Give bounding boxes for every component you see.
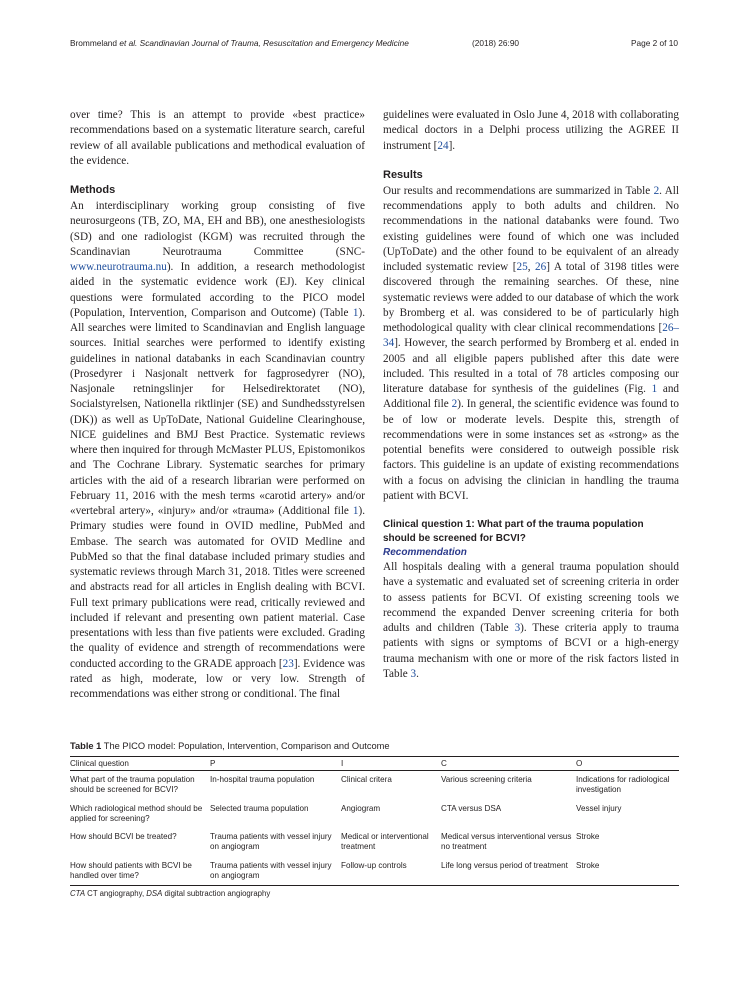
- table-row: [70, 800, 679, 829]
- footnote-abbreviation: CTA: [70, 889, 86, 899]
- results-paragraph: [383, 184, 679, 504]
- citation-26-link[interactable]: 26: [535, 261, 547, 273]
- table-cell: Medical or interventional treatment: [341, 832, 429, 852]
- table-1-footnote: [70, 889, 679, 898]
- results-text: Our results and recommendations are summarized in Table: [383, 184, 654, 197]
- table-cell: Vessel injury: [576, 803, 622, 813]
- table-cell: How should BCVI be treated?: [70, 832, 177, 842]
- table-cell: What part of the trauma population should be screened for BCVI?: [70, 775, 195, 795]
- additional-file1-link[interactable]: 1: [352, 505, 359, 517]
- methods-text: An interdisciplinary working group consisting of five neurosurgeons (TB, ZO, MA, EH and BB), one anesthesiologists (SD) and one radiologist (KGM) was recruited through the Scandinavian Neurotrauma Committee (SNC-: [70, 200, 365, 258]
- recommendation-paragraph: [383, 560, 679, 682]
- table-cell: Various screening criteria: [441, 775, 532, 784]
- table-cell: Indications for radiological investigation: [576, 775, 670, 795]
- results-text: and Additional file: [383, 383, 680, 411]
- methods-text: ]. Evidence was rated as high, moderate, low or very low. Strength of recommendations was either strong or conditional. The final: [70, 657, 365, 700]
- table-cell: Trauma patients with vessel injury on angiogram: [210, 860, 332, 881]
- continuation-text: guidelines were evaluated in Oslo June 4, 2018 with collaborating medical doctors in a Delphi process utilizing the AGREE II instrument [: [383, 109, 679, 152]
- citation-24-link[interactable]: 24: [437, 139, 449, 152]
- table-cell: CTA versus DSA: [441, 803, 502, 813]
- right-column: [383, 108, 679, 682]
- table-1-label: Table 1: [70, 741, 102, 751]
- table-header-cell: I: [341, 759, 344, 768]
- footnote-definition: CT angiography,: [85, 889, 147, 899]
- citation-23-link[interactable]: 23: [282, 657, 294, 670]
- neurotrauma-link[interactable]: www.neurotrauma.nu: [70, 261, 167, 273]
- table-cell: In-hospital trauma population: [210, 775, 315, 784]
- results-heading: Results: [383, 168, 423, 181]
- citation-25-link[interactable]: 25: [516, 261, 528, 273]
- footnote-abbreviation: DSA: [146, 889, 163, 899]
- table-cell: How should patients with BCVI be handled over time?: [70, 860, 192, 881]
- header-et-al: et al.: [119, 38, 138, 48]
- table-cell: Medical versus interventional versus no treatment: [441, 832, 572, 852]
- header-authors: Brommeland: [70, 38, 118, 48]
- table-cell: Selected trauma population: [210, 803, 309, 813]
- table-row: [70, 828, 679, 857]
- figure1-reference-link[interactable]: 1: [651, 383, 658, 395]
- table-cell: Trauma patients with vessel injury on angiogram: [210, 832, 332, 852]
- table3-reference-link[interactable]: 3: [410, 667, 417, 680]
- table1-reference-link[interactable]: 1: [352, 306, 359, 319]
- left-column: [70, 108, 365, 702]
- methods-text: ). In addition, a research methodologist aided in the systematic evidence work (EJ). Key clinical questions were formulated according to the PICO model (Population, Intervention, Comparison and Outcome) (Table: [70, 261, 365, 319]
- results-text: ] A total of 3198 titles were discovered through the remaining searches. Of these, nine systematic reviews were added to our database of which the work by Bromberg et al. was considered to be of particularly high methodological quality with clear clinical recommendations [: [383, 261, 679, 334]
- recommendation-text: All hospitals dealing with a general trauma population should have a systematic and evaluated set of screening criteria in order to assess patients for BCVI. Of existing screening tools we recommend the expanded Denver screening criteria for both adults and children (Table: [383, 561, 679, 634]
- table-row: [70, 771, 679, 800]
- table-row: [70, 857, 679, 886]
- table-header-row: [70, 757, 679, 771]
- continuation-text: ].: [448, 139, 456, 152]
- clinical-question-1-heading: Clinical question 1: What part of the trauma population should be screened for BCVI?: [383, 519, 644, 544]
- table2-reference-link[interactable]: 2: [653, 184, 660, 197]
- recommendation-text: ). These criteria apply to trauma patients with signs or symptoms of BCVI or a high-energy trauma mechanism with one or more of the risk factors listed in Table: [383, 622, 679, 680]
- methods-text: ). Primary studies were found in OVID medline, PubMed and Embase. The search was automated for OVID Medline and PubMed so that the final database included primary studies and systematic reviews through March 31, 2018. Titles were screened and abstracts read for all articles in English dealing with BCVI. Full text primary publications were read, critically reviewed and included if relevant and presenting own patient material. Case presentations with less than five patients were excluded. Grading the quality of evidence and strength of recommendations were conducted according to the GRADE approach [: [70, 505, 365, 670]
- table-cell: Which radiological method should be applied for screening?: [70, 803, 203, 823]
- table-cell: Clinical critera: [341, 775, 392, 784]
- table-cell: Stroke: [576, 860, 600, 870]
- results-text: ). In general, the scientific evidence was found to be of low or moderate levels. Despite this, strength of recommendations were in some instances set as «strong» as the potential benefits were considered to outweigh possible risk factors. This guideline is an update of existing recommendations with a focus on advising the clinician in handling the trauma patient with BCVI.: [383, 398, 679, 502]
- header-citation-left: [70, 38, 409, 48]
- table-1: [70, 740, 679, 898]
- recommendation-heading: Recommendation: [383, 547, 467, 558]
- results-text: ,: [527, 261, 536, 273]
- pico-table: [70, 756, 679, 886]
- footnote-definition: digital subtraction angiography: [162, 889, 271, 899]
- table-1-title: The PICO model: Population, Intervention, Comparison and Outcome: [103, 741, 390, 751]
- table-header-cell: Clinical question: [70, 759, 129, 768]
- table-cell: Life long versus period of treatment: [441, 860, 568, 870]
- header-volume: (2018) 26:90: [472, 38, 520, 48]
- table-cell: Stroke: [576, 832, 600, 842]
- additional-file2-link[interactable]: 2: [451, 398, 458, 411]
- results-text: . All recommendations apply to both adults and children. No recommendations in the national databanks were found. Two existing guidelines were found of which one was included (UpToDate) and the other found to be equivalent of an already included systematic review [: [383, 184, 679, 273]
- table-cell: Angiogram: [341, 803, 381, 813]
- citation-26-34-link[interactable]: 26–34: [383, 322, 679, 350]
- table-1-caption: [70, 740, 679, 752]
- table-cell: Follow-up controls: [341, 860, 407, 870]
- header-journal: Scandinavian Journal of Trauma, Resuscitation and Emergency Medicine: [139, 38, 409, 48]
- methods-text: ). All searches were limited to Scandinavian and English language sources. Initial searches were performed to identify existing guidelines in national databanks in each Scandinavian country (Prosedyrer i Nasjonalt nettverk for fagprosedyrer (NO), Nasjonale retningslinjer for Helsedirektoratet (NO), Socialstyrelsen, Nationella riktlinjer (SE) and Sundhedsstyrelsen (DK)) as well as UpToDate, National Guideline Clearinghouse, NICE guidelines and BMJ Best Practice. Systematic reviews where then inquired for through McMaster PLUS, Epistomonikos and The Cochrane Library. Systematic searches for primary articles with the aid of a research librarian were performed on February 11, 2016 with the mesh terms «carotid artery» and/or «vertebral artery», «injury» and/or «trauma» (Additional file: [70, 306, 365, 517]
- table-header-cell: P: [210, 759, 216, 768]
- recommendation-text: .: [416, 667, 419, 680]
- table-header-cell: C: [441, 759, 447, 768]
- header-page-number: Page 2 of 10: [630, 38, 678, 48]
- methods-heading: Methods: [70, 184, 116, 196]
- table-header-cell: O: [576, 759, 583, 768]
- methods-paragraph: [70, 199, 365, 702]
- intro-paragraph: over time? This is an attempt to provide «best practice» recommendations based on a systematic literature search, careful review of all available publications and methodical evaluation of the evidence.: [70, 109, 365, 167]
- table3-reference-link[interactable]: 3: [514, 622, 521, 634]
- continuation-paragraph: [383, 108, 679, 154]
- results-text: ]. However, the search performed by Bromberg et al. ended in 2005 and all eligible papers published after this date were included. This resulted in a total of 78 articles composing our literature database for synthesis of the guidelines (Fig.: [383, 337, 679, 395]
